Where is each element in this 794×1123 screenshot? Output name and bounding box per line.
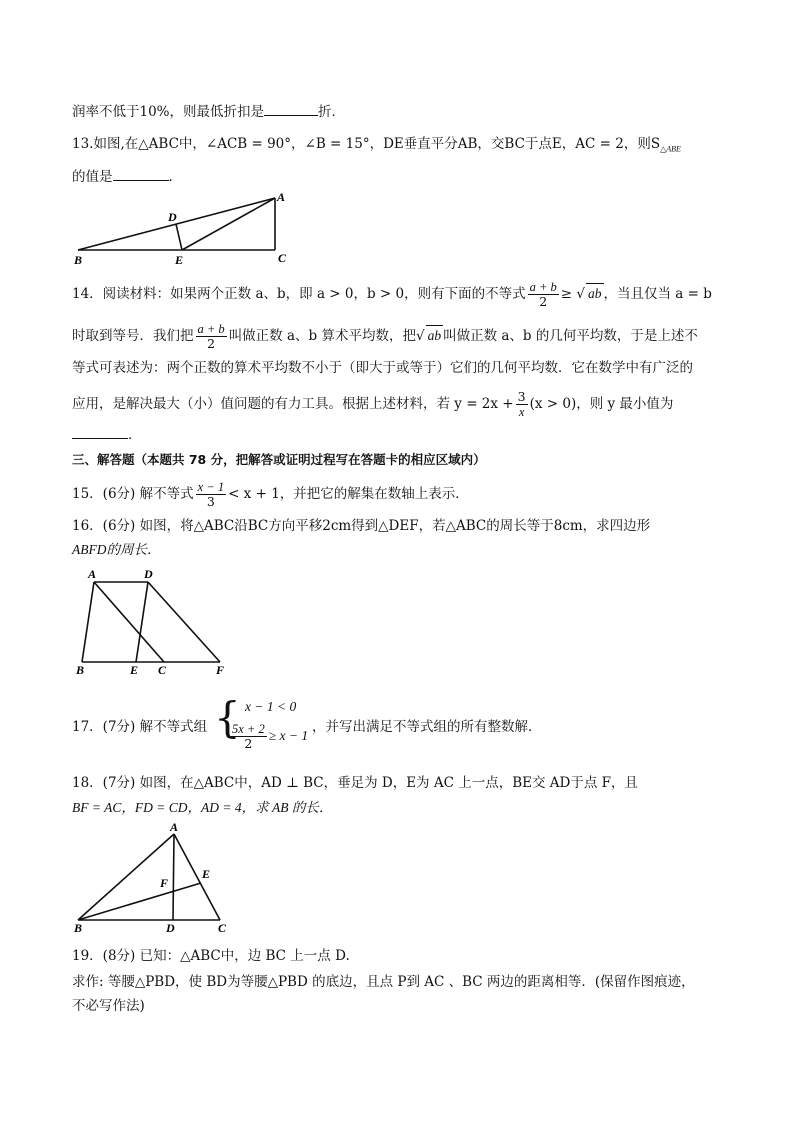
figure-18-triangle: [70, 822, 235, 937]
label-E: E: [130, 663, 139, 677]
fraction-denominator: 2: [244, 736, 253, 751]
problem-18-line2: BF = AC，FD = CD，AD = 4，求 AB 的长．: [72, 800, 333, 815]
problem-13-line2: [72, 166, 182, 187]
answer-blank: [264, 101, 318, 116]
system-inequality-1: x − 1 < 0: [245, 699, 297, 714]
problem-14-line4: [72, 390, 673, 419]
problem-13-end: ．: [168, 169, 182, 185]
problem-14-text: 时取到等号．我们把: [72, 328, 194, 344]
label-C: C: [158, 663, 167, 677]
fraction: [230, 722, 267, 751]
label-A: A: [170, 822, 179, 834]
problem-17-text: 17．(7分) 解不等式组: [72, 719, 208, 735]
fraction-numerator: x − 1: [197, 480, 225, 494]
fraction-numerator: a + b: [197, 322, 225, 336]
fraction-denominator: x: [518, 405, 525, 419]
problem-13-text2: 的值是: [72, 169, 113, 185]
problem-14-text: 14．阅读材料：如果两个正数 a、b，即 a > 0，b > 0，则有下面的不等式: [72, 286, 526, 302]
problem-14-text-c: 叫做正数 a、b 的几何平均数，于是上述不: [443, 328, 698, 344]
label-D: D: [166, 921, 175, 935]
problem-13-subscript: △ABE: [660, 144, 681, 154]
label-F: F: [160, 876, 169, 890]
problem-16-line2: ABFD的周长．: [72, 542, 161, 557]
problem-14-line3: 等式可表述为：两个正数的算术平均数不小于（即大于或等于）它们的几何平均数．它在数学中有广泛的: [72, 360, 693, 376]
problem-14-text-b: 叫做正数 a、b 算术平均数，把: [228, 328, 416, 344]
problem-14-end: ．: [128, 427, 142, 443]
problem-18-line1: 18．(7分) 如图，在△ABC中，AD ⊥ BC，垂足为 D，E为 AC 上一点，BE交 AD于点 F，且: [72, 775, 639, 791]
inequality-tail: ≥ x − 1: [268, 728, 309, 743]
problem-14-line5: [72, 424, 142, 445]
fraction: [516, 390, 528, 419]
problem-13-text: 13.如图,在△ABC中，∠ACB = 90°，∠B = 15°，DE垂直平分AB，交BC于点E，AC = 2，则S: [72, 136, 661, 152]
problem-19-line1: 19．(8分) 已知：△ABC中，边 BC 上一点 D.: [72, 948, 350, 964]
label-F: F: [216, 663, 225, 677]
problem-14-text-b: ，当且仅当 a = b: [603, 286, 712, 302]
sqrt-radicand: ab: [586, 283, 604, 304]
figure-16-translation: [72, 566, 242, 681]
problem-12-tail: [72, 101, 345, 122]
problem-15-text: 15．(6分) 解不等式: [72, 486, 194, 502]
label-A: A: [88, 567, 97, 581]
label-E: E: [175, 253, 184, 267]
system-brace: {: [214, 693, 241, 742]
problem-13-line1: [72, 134, 681, 160]
fraction-denominator: 2: [539, 294, 548, 309]
fraction-denominator: 3: [206, 494, 215, 509]
problem-16-line1: 16．(6分) 如图，将△ABC沿BC方向平移2cm得到△DEF，若△ABC的周长等于8cm，求四边形: [72, 518, 651, 534]
label-B: B: [74, 921, 83, 935]
system-inequality-2: [228, 722, 308, 751]
fraction-numerator: 3: [517, 389, 526, 404]
label-D: D: [168, 210, 177, 224]
problem-14-line1: 14．阅读材料：如果两个正数 a、b，即 a > 0，b > 0，则有下面的不等式 $\frac{a + b}{2}$ ≥ √ ab ，当且仅当 a = b: [72, 280, 712, 309]
fraction: [528, 280, 559, 309]
problem-19-line2: 求作: 等腰△PBD，使 BD为等腰△PBD 的底边，且点 P到 AC 、BC 两边的距离相等．(保留作图痕迹，: [72, 974, 695, 990]
problem-15-text-b: < x + 1，并把它的解集在数轴上表示．: [228, 486, 469, 502]
label-E: E: [202, 867, 211, 881]
fraction: [196, 480, 226, 509]
ge-sign: ≥: [560, 286, 573, 302]
fraction-numerator: 5x + 2: [232, 722, 265, 736]
problem-17-text-b: ，并写出满足不等式组的所有整数解．: [312, 719, 542, 735]
fraction-denominator: 2: [207, 336, 216, 351]
answer-blank: [72, 424, 128, 439]
problem-12-text: 润率不低于10%，则最低折扣是: [72, 104, 265, 120]
problem-14-text: 应用，是解决最大（小）值问题的有力工具。根据上述材料，若 y = 2x +: [72, 396, 514, 412]
problem-15: [72, 480, 469, 509]
problem-12-end: 折．: [318, 104, 346, 120]
sqrt-radicand: ab: [426, 325, 444, 346]
problem-14-text-b: (x > 0)，则 y 最小值为: [529, 396, 674, 412]
answer-blank: [113, 166, 169, 181]
section-heading: 三、解答题（本题共 78 分，把解答或证明过程写在答题卡的相应区域内）: [72, 452, 486, 467]
label-A: A: [277, 190, 286, 204]
problem-14-line2: 时取到等号．我们把 $\frac{a + b}{2}$ 叫做正数 a、b 算术平均数，把√ ab 叫做正数 a、b 的几何平均数，于是上述不: [72, 322, 698, 351]
problem-19-line3: 不必写作法): [72, 998, 145, 1014]
fraction-numerator: a + b: [529, 280, 557, 294]
figure-13-triangle: [70, 190, 300, 270]
label-C: C: [218, 921, 227, 935]
fraction: [196, 322, 227, 351]
label-D: D: [144, 567, 153, 581]
label-C: C: [278, 251, 287, 265]
label-B: B: [76, 663, 85, 677]
label-B: B: [74, 253, 83, 267]
